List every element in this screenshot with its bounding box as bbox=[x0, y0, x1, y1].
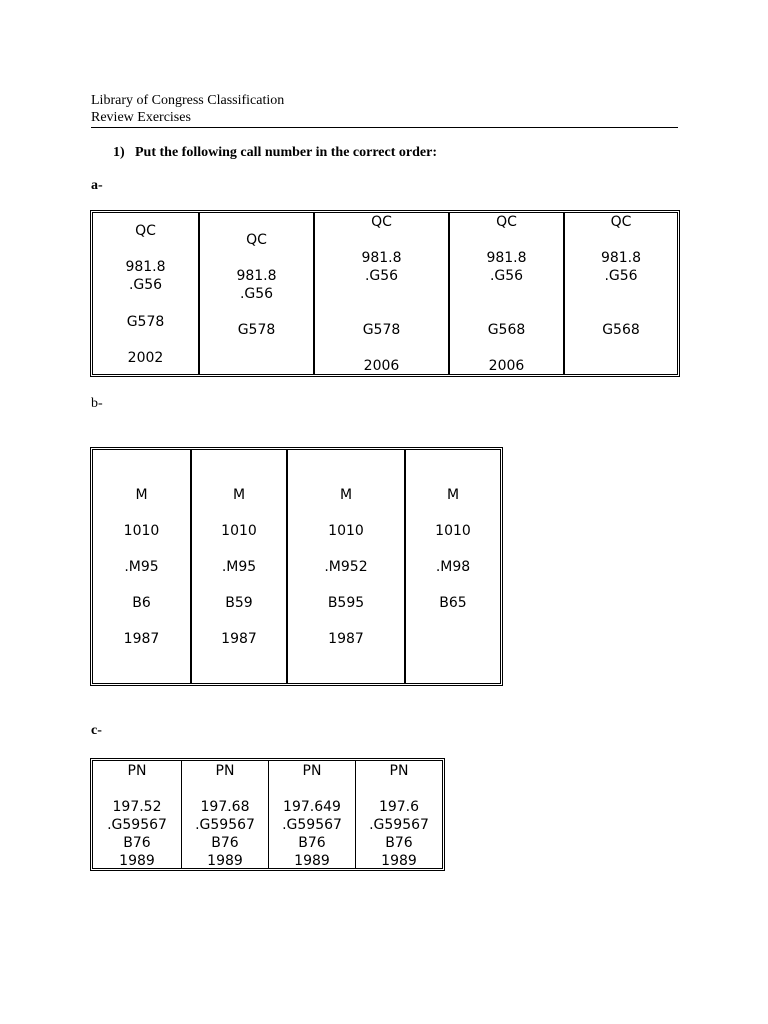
class-number: 981.8 bbox=[361, 250, 402, 266]
section-c-label: c- bbox=[91, 723, 102, 738]
class-letters: QC bbox=[246, 232, 267, 248]
cutter-1: .M95 bbox=[124, 559, 159, 575]
class-number: 1010 bbox=[328, 523, 364, 539]
cutter-1: .M952 bbox=[324, 559, 368, 575]
cutter-1: .G56 bbox=[364, 268, 399, 284]
call-number-c1 bbox=[93, 761, 181, 868]
class-letters: QC bbox=[371, 214, 392, 230]
class-number: 197.649 bbox=[283, 799, 341, 815]
cutter-1: .M98 bbox=[435, 559, 471, 575]
cutter-2: G578 bbox=[126, 314, 165, 330]
call-number-a5 bbox=[565, 213, 677, 374]
document-subtitle: Review Exercises bbox=[91, 110, 191, 125]
class-letters: M bbox=[232, 487, 246, 503]
table-c bbox=[90, 758, 445, 871]
class-letters: PN bbox=[389, 763, 409, 779]
question-text: Put the following call number in the correct order: bbox=[135, 145, 437, 160]
class-letters: PN bbox=[127, 763, 147, 779]
class-number: 1010 bbox=[123, 523, 160, 539]
cutter-1: .G56 bbox=[489, 268, 524, 284]
call-number-a1 bbox=[93, 213, 198, 374]
call-number-c4 bbox=[356, 761, 442, 868]
class-number: 1010 bbox=[221, 523, 257, 539]
year: 1989 bbox=[294, 853, 330, 869]
call-number-a3 bbox=[315, 213, 448, 374]
class-letters: M bbox=[339, 487, 353, 503]
cutter-2: B76 bbox=[211, 835, 239, 851]
cutter-2: B65 bbox=[439, 595, 467, 611]
cutter-2: B76 bbox=[298, 835, 326, 851]
cutter-2: G578 bbox=[362, 322, 401, 338]
cutter-2: G568 bbox=[487, 322, 526, 338]
class-number: 1010 bbox=[435, 523, 471, 539]
cutter-2: B76 bbox=[123, 835, 151, 851]
class-letters: PN bbox=[215, 763, 235, 779]
cutter-2: B59 bbox=[225, 595, 253, 611]
class-number: 981.8 bbox=[600, 250, 642, 266]
class-number: 981.8 bbox=[486, 250, 527, 266]
class-number: 981.8 bbox=[236, 268, 277, 284]
call-number-c3 bbox=[269, 761, 355, 868]
call-number-b4 bbox=[406, 450, 500, 683]
cutter-1: .G59567 bbox=[195, 817, 255, 833]
year: 1987 bbox=[123, 631, 160, 647]
cutter-1: .G59567 bbox=[369, 817, 429, 833]
class-letters: QC bbox=[610, 214, 632, 230]
cutter-1: .G59567 bbox=[107, 817, 167, 833]
year: 1989 bbox=[207, 853, 243, 869]
call-number-a2 bbox=[200, 213, 313, 374]
cutter-2: B6 bbox=[132, 595, 151, 611]
year: 1989 bbox=[119, 853, 155, 869]
cutter-1: .G59567 bbox=[282, 817, 342, 833]
cutter-1: .M95 bbox=[221, 559, 257, 575]
question-number: 1) bbox=[113, 145, 125, 160]
cutter-2: B76 bbox=[385, 835, 413, 851]
section-b-label: b- bbox=[91, 396, 103, 411]
call-number-a4 bbox=[450, 213, 563, 374]
class-letters: QC bbox=[496, 214, 517, 230]
table-a bbox=[90, 210, 680, 377]
call-number-b3 bbox=[288, 450, 404, 683]
class-letters: M bbox=[135, 487, 148, 503]
document-title: Library of Congress Classification bbox=[91, 93, 285, 108]
year: 1987 bbox=[221, 631, 257, 647]
call-number-c2 bbox=[182, 761, 268, 868]
class-letters: QC bbox=[135, 223, 156, 239]
class-letters: M bbox=[446, 487, 460, 503]
cutter-1: .G56 bbox=[604, 268, 638, 284]
table-b bbox=[90, 447, 503, 686]
call-number-b2 bbox=[192, 450, 286, 683]
section-a-label: a- bbox=[91, 178, 103, 193]
class-number: 197.52 bbox=[112, 799, 162, 815]
class-number: 197.68 bbox=[200, 799, 250, 815]
year: 1989 bbox=[381, 853, 417, 869]
class-number: 197.6 bbox=[378, 799, 420, 815]
cutter-2: G578 bbox=[237, 322, 276, 338]
cutter-2: B595 bbox=[327, 595, 365, 611]
class-letters: PN bbox=[302, 763, 322, 779]
class-number: 981.8 bbox=[125, 259, 166, 275]
cutter-1: .G56 bbox=[128, 277, 163, 293]
year: 2006 bbox=[363, 358, 400, 374]
year: 2006 bbox=[488, 358, 525, 374]
header-rule bbox=[91, 127, 678, 128]
question-1 bbox=[113, 145, 437, 161]
year: 2002 bbox=[127, 350, 164, 366]
call-number-b1 bbox=[93, 450, 190, 683]
cutter-1: .G56 bbox=[239, 286, 274, 302]
cutter-2: G568 bbox=[602, 322, 640, 338]
year: 1987 bbox=[328, 631, 364, 647]
